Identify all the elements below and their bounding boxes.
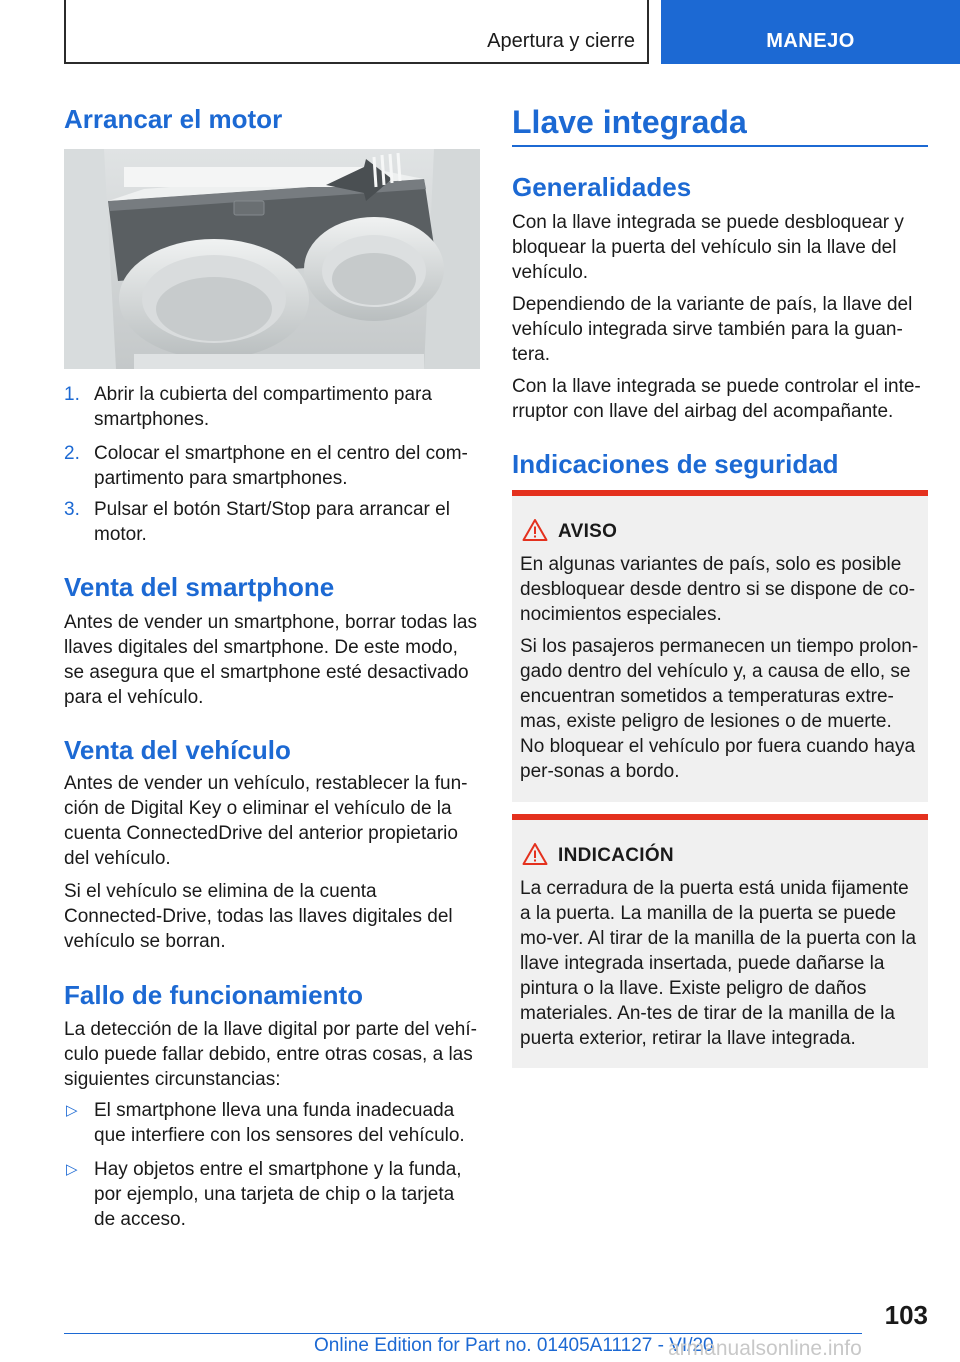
step-item	[64, 382, 480, 432]
paragraph-sell-vehicle-2: Si el vehículo se elimina de la cuenta Connected-Drive, todas las llaves digitales del vehículo se borran.	[64, 881, 453, 952]
triangle-bullet-icon: ▷	[66, 1161, 78, 1178]
heading-integrated-key: Llave integrada	[512, 104, 747, 140]
footer-rule	[64, 1333, 862, 1334]
warning-paragraph-1: En algunas variantes de país, solo es posible desbloquear desde dentro si se dispone de co-nocimientos especiales.	[520, 554, 916, 625]
paragraph-general-1: Con la llave integrada se puede desbloquear y bloquear la puerta del vehículo sin la llave del vehículo.	[512, 212, 904, 283]
step-number: 3.	[64, 499, 80, 520]
header-section-label: Apertura y cierre	[487, 30, 635, 52]
header-section-tab	[64, 0, 649, 64]
page-number: 103	[884, 1300, 928, 1330]
watermark: armanualsonline.info	[668, 1337, 862, 1360]
notice-box	[512, 814, 928, 1068]
step-text: Pulsar el botón Start/Stop para arrancar el motor.	[94, 499, 450, 545]
warning-triangle-icon	[522, 842, 548, 866]
heading-underline	[512, 145, 928, 147]
warning-title: AVISO	[558, 521, 618, 542]
paragraph-sell-vehicle-1: Antes de vender un vehículo, restablecer la fun-ción de Digital Key o eliminar el vehículo de la cuenta ConnectedDrive del anterior propietario del vehículo.	[64, 773, 468, 869]
triangle-bullet-icon: ▷	[66, 1102, 78, 1119]
paragraph-malfunction: La detección de la llave digital por parte del vehí-culo puede fallar debido, entre otras cosas, a las siguientes circunstancias:	[64, 1019, 477, 1090]
warning-paragraph-2: Si los pasajeros permanecen un tiempo prolon-gado dentro del vehículo y, a causa de ello, se encuentran sometidos a temperaturas extre-mas, existe peligro de lesiones o de muerte. No bloquear el vehículo por fuera cuando haya per-sonas a bordo.	[520, 636, 919, 782]
step-item	[64, 497, 480, 547]
heading-general: Generalidades	[512, 172, 692, 202]
heading-sell-vehicle: Venta del vehículo	[64, 735, 291, 765]
step-number: 1.	[64, 384, 80, 405]
list-item-text: Hay objetos entre el smartphone y la funda, por ejemplo, una tarjeta de chip o la tarjeta de acceso.	[94, 1159, 462, 1230]
photo-smartphone-compartment	[64, 149, 480, 369]
paragraph-general-2: Dependiendo de la variante de país, la llave del vehículo integrada sirve también para la guan-tera.	[512, 294, 913, 365]
header-chapter-label: MANEJO	[766, 30, 855, 52]
list-item-text: El smartphone lleva una funda inadecuada que interfiere con los sensores del vehículo.	[94, 1100, 465, 1146]
paragraph-sell-smartphone: Antes de vender un smartphone, borrar todas las llaves digitales del smartphone. De este modo, se asegura que el smartphone esté desactivado para el vehículo.	[64, 612, 477, 708]
heading-safety: Indicaciones de seguridad	[512, 449, 839, 479]
footer-edition: Online Edition for Part no. 01405A11127 - VI/20	[314, 1335, 714, 1356]
warning-box	[512, 490, 928, 802]
notice-paragraph: La cerradura de la puerta está unida fijamente a la puerta. La manilla de la puerta se puede mo-ver. Al tirar de la manilla de la puerta con la llave integrada insertada, puede dañarse la pintura o la llave. Existe peligro de daños materiales. An-tes de tirar de la manilla de la puerta exterior, retirar la llave integrada.	[520, 878, 917, 1049]
paragraph-general-3: Con la llave integrada se puede controlar el inte-rruptor con llave del airbag del acompañante.	[512, 376, 921, 422]
step-text: Abrir la cubierta del compartimento para smartphones.	[94, 384, 432, 430]
step-number: 2.	[64, 443, 80, 464]
warning-triangle-icon	[522, 518, 548, 542]
compartment-illustration	[64, 149, 480, 369]
heading-sell-smartphone: Venta del smartphone	[64, 572, 335, 602]
list-item	[64, 1157, 480, 1232]
heading-start-engine: Arrancar el motor	[64, 104, 283, 134]
step-item	[64, 441, 480, 491]
list-item	[64, 1098, 480, 1148]
step-text: Colocar el smartphone en el centro del com-partimento para smartphones.	[94, 443, 468, 489]
header-chapter-tab	[661, 0, 960, 64]
notice-title: INDICACIÓN	[558, 845, 674, 866]
heading-malfunction: Fallo de funcionamiento	[64, 980, 364, 1010]
